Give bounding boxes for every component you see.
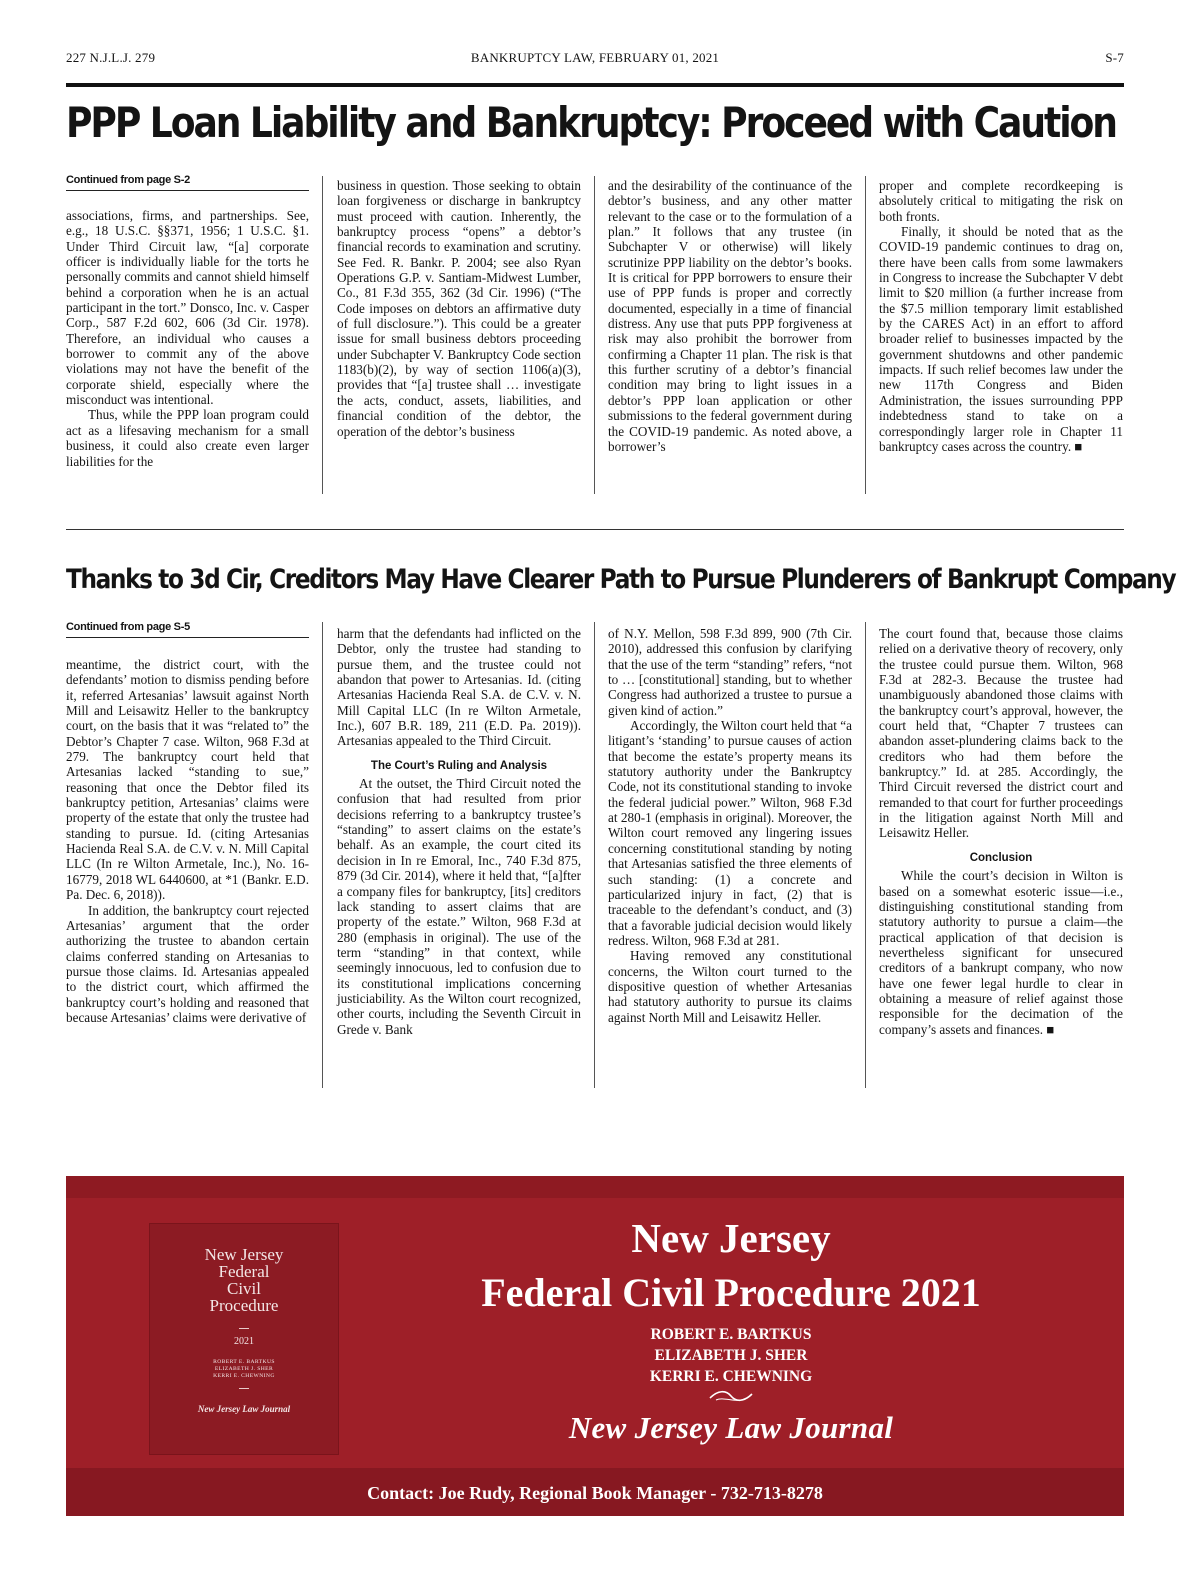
- section-heading: The Court’s Ruling and Analysis: [370, 759, 548, 772]
- book-title-line: Procedure: [209, 1296, 279, 1315]
- book-title-line: Civil: [226, 1279, 261, 1298]
- ornament: [239, 1328, 249, 1329]
- paragraph: Having removed any constitutional concerns, the Wilton court turned to the dispositive question of whether Artesanias had statutory authority to pursue its claims against North Mill and Leisawitz Heller.: [608, 948, 852, 1025]
- article2-column-2: [337, 626, 581, 1037]
- paragraph: The court found that, because those claims relied on a derivative theory of recovery, only the trustee could pursue them. Wilton, 968 F.3d at 282-3. Because the trustee had unambiguously abandoned those claims with the bankruptcy court’s approval, however, the court held that, “Chapter 7 trustees can abandon asset-plundering claims back to the creditors who had them before the bankruptcy.” Id. at 285. Accordingly, the Third Circuit reversed the district court and remanded to that court for further proceedings in the litigation against North Mill and Leisawitz Heller.: [879, 626, 1123, 841]
- ad-top-band: [66, 1176, 1124, 1198]
- paragraph: meantime, the district court, with the defendants’ motion to dismiss pending before it, referred Artesanias’ lawsuit against North Mill and Leisawitz Heller to the bankruptcy court, on the basis that it was “related to” the Debtor’s Chapter 7 case. Wilton, 968 F.3d at 279. The bankruptcy court held that Artesanias lacked “standing to sue,” reasoning that once the Debtor filed its bankruptcy petition, Artesanias’ claims were property of the estate that only the trustee had standing to pursue. Id. (citing Artesanias Hacienda Real S.A. de C.V. v. N. Mill Capital LLC (In re Wilton Armetale, Inc.), No. 16-16779, 2018 WL 6440600, at *1 (Bankr. E.D. Pa. Dec. 6, 2018)).: [66, 657, 309, 903]
- column-divider: [594, 622, 595, 1088]
- paragraph: business in question. Those seeking to obtain loan forgiveness or discharge in bankruptcy must proceed with caution. Inherently, the bankruptcy process “opens” a debtor’s financial records to examination and scrutiny. See Fed. R. Bankr. P. 2004; see also Ryan Operations G.P. v. Santiam-Midwest Lumber, Co., 81 F.3d 355, 362 (3d Cir. 1996) (“The Code imposes on debtors an affirmative duty of full disclosure.”). This could be a greater issue for small business debtors proceeding under Subchapter V. Bankruptcy Code section 1183(b)(2), by way of section 1106(a)(3), provides that “[a] trustee shall … investigate the acts, conduct, assets, liabilities, and financial condition of the debtor, the operation of the debtor’s business: [337, 178, 581, 439]
- book-author: ROBERT E. BARTKUS: [213, 1359, 275, 1365]
- book-author: KERRI E. CHEWNING: [213, 1373, 275, 1379]
- article2-column-4: [879, 626, 1123, 1037]
- article2-column-3: [608, 626, 852, 1025]
- book-cover-publisher: New Jersey Law Journal: [197, 1404, 291, 1414]
- ad-authors: [406, 1324, 1056, 1387]
- paragraph: While the court’s decision in Wilton is based on a somewhat esoteric issue—i.e., distinguishing constitutional standing from statutory authority to pursue a claim—the practical application of that decision is nevertheless significant for unsecured creditors of a bankrupt company, who now have one fewer legal hurdle to clear in obtaining a measure of relief against those responsible for the decimation of the company’s assets and finances. ■: [879, 868, 1123, 1037]
- column-divider: [865, 622, 866, 1088]
- paragraph: harm that the defendants had inflicted on the Debtor, only the trustee had standing to pursue them, and the trustee could not abandon that power to Artesanias. Id. (citing Artesanias Hacienda Real S.A. de C.V. v. N. Mill Capital LLC (In re Wilton Armetale, Inc.), 607 B.R. 189, 211 (E.D. Pa. 2019)). Artesanias appealed to the Third Circuit.: [337, 626, 581, 749]
- ad-title-line-1: New Jersey: [631, 1215, 831, 1261]
- article2-continued-label: Continued from page S-5: [66, 621, 190, 633]
- article-separator: [66, 529, 1124, 530]
- paragraph: associations, firms, and partnerships. See, e.g., 18 U.S.C. §§371, 1956; 1 U.S.C. §1. Under Third Circuit law, “[a] corporate officer is individually liable for the torts he personally commits and cannot shield himself behind a corporation when he is an actual participant in the tort.” Donsco, Inc. v. Casper Corp., 587 F.2d 602, 606 (3d Cir. 1978). Therefore, an individual who causes a borrower to commit any of the above violations may not have the benefit of the corporate shield, especially where the misconduct was intentional.: [66, 208, 309, 408]
- article1-continued-label: Continued from page S-2: [66, 174, 190, 186]
- column-divider: [594, 176, 595, 494]
- paragraph: In addition, the bankruptcy court rejected Artesanias’ argument that the order authorizing the trustee to abandon certain claims conferred standing on Artesanias to pursue those claims. Id. Artesanias appealed to the district court, which affirmed the bankruptcy court’s holding and reasoned that because Artesanias’ claims were derivative of: [66, 902, 309, 1025]
- continued-rule: [66, 637, 309, 638]
- paragraph: of N.Y. Mellon, 598 F.3d 899, 900 (7th Cir. 2010), addressed this confusion by clarifying that the use of the term “standing” refers, “not to … [constitutional] standing, but to whether Congress had authorized a trustee to pursue a given kind of action.”: [608, 626, 852, 718]
- book-cover-title: [150, 1246, 338, 1314]
- paragraph: At the outset, the Third Circuit noted the confusion that had resulted from prior decisions referring to a bankruptcy trustee’s “standing” to assert claims on the estate’s behalf. As an example, the court cited its decision in In re Emoral, Inc., 740 F.3d 875, 879 (3d Cir. 2014), where it held that, “[a]fter a company files for bankruptcy, [its] creditors lack standing to assert claims that are property of the estate.” Wilton, 968 F.3d at 280 (emphasis in original). The use of the term “standing” in that context, while seemingly innocuous, led to confusion due to its constitutional implications concerning justiciability. As the Wilton court recognized, other courts, including the Seventh Circuit in Grede v. Bank: [337, 776, 581, 1037]
- column-divider: [322, 176, 323, 494]
- column-divider: [865, 176, 866, 494]
- section-heading: Conclusion: [969, 851, 1033, 864]
- swirl-ornament-icon: [706, 1388, 756, 1404]
- running-header: [66, 50, 1124, 66]
- article1-column-4: [879, 178, 1123, 454]
- column-divider: [322, 622, 323, 1088]
- book-cover-authors: [150, 1359, 338, 1380]
- paragraph: Thus, while the PPP loan program could act as a lifesaving mechanism for a small business, it could also create even larger liabilities for the: [66, 407, 309, 469]
- ad-publisher-logo: New Jersey Law Journal: [568, 1410, 894, 1445]
- book-title-line: Federal: [218, 1262, 270, 1281]
- ornament: [239, 1388, 249, 1389]
- page-number: S-7: [1105, 50, 1124, 65]
- ad-contact: Contact: Joe Rudy, Regional Book Manager - 732-713-8278: [367, 1483, 823, 1503]
- ad-author: ROBERT E. BARTKUS: [650, 1326, 812, 1343]
- section-date: BANKRUPTCY LAW, FEBRUARY 01, 2021: [470, 50, 720, 65]
- paragraph: Finally, it should be noted that as the COVID-19 pandemic continues to drag on, there have been calls from some lawmakers in Congress to increase the Subchapter V debt limit to $20 million (a further increase from the $7.5 million temporary limit established by the CARES Act) in an effort to afford broader relief to businesses impacted by the government shutdowns and other pandemic impacts. If such relief becomes law under the new 117th Congress and Biden Administration, the issues surrounding PPP indebtedness stand to take on a correspondingly larger role in Chapter 11 bankruptcy cases across the country. ■: [879, 224, 1123, 454]
- paragraph: and the desirability of the continuance of the debtor’s business, and any other matter relevant to the case or to the formulation of a plan.” It follows that any trustee (in Subchapter V or otherwise) will likely scrutinize PPP liability on the debtor’s books. It is critical for PPP borrowers to ensure their use of PPP funds is proper and correctly documented, especially in a time of financial distress. Any use that puts PPP forgiveness at risk may also prohibit the borrower from confirming a Chapter 11 plan. The risk is that this further scrutiny of a debtor’s financial condition may bring to light issues in a debtor’s PPP loan application or other submissions to the federal government during the COVID-19 pandemic. As noted above, a borrower’s: [608, 178, 852, 454]
- continued-rule: [66, 190, 309, 191]
- book-advertisement[interactable]: [66, 1176, 1124, 1516]
- paragraph: proper and complete recordkeeping is absolutely critical to mitigating the risk on both fronts.: [879, 178, 1123, 224]
- article1-column-2: [337, 178, 581, 439]
- article1-column-3: [608, 178, 852, 454]
- citation: 227 N.J.L.J. 279: [66, 50, 156, 65]
- header-rule: [66, 83, 1124, 87]
- book-cover-image: [150, 1224, 338, 1454]
- book-cover-year: 2021: [234, 1336, 254, 1347]
- article1-headline: PPP Loan Liability and Bankruptcy: Proceed with Caution: [66, 98, 1116, 147]
- article2-column-1: [66, 657, 309, 1025]
- book-author: ELIZABETH J. SHER: [214, 1366, 274, 1372]
- article2-headline: Thanks to 3d Cir, Creditors May Have Clearer Path to Pursue Plunderers of Bankrupt Company: [66, 564, 1176, 595]
- ad-author: KERRI E. CHEWNING: [649, 1368, 813, 1385]
- article1-column-1: [66, 208, 309, 469]
- paragraph: Accordingly, the Wilton court held that “a litigant’s ‘standing’ to pursue causes of action that become the estate’s property means its statutory authority under the Bankruptcy Code, not its constitutional standing to invoke the federal judicial power.” Wilton, 968 F.3d at 280-1 (emphasis in original). Moreover, the Wilton court removed any lingering issues concerning constitutional standing by noting that Artesanias satisfied the three elements of such standing: (1) a concrete and particularized injury in fact, (2) that is traceable to the defendant’s conduct, and (3) that a favorable judicial decision would likely redress. Wilton, 968 F.3d at 281.: [608, 718, 852, 948]
- book-title-line: New Jersey: [204, 1245, 284, 1264]
- ad-author: ELIZABETH J. SHER: [654, 1347, 808, 1364]
- ad-title-line-2: Federal Civil Procedure 2021: [481, 1270, 981, 1315]
